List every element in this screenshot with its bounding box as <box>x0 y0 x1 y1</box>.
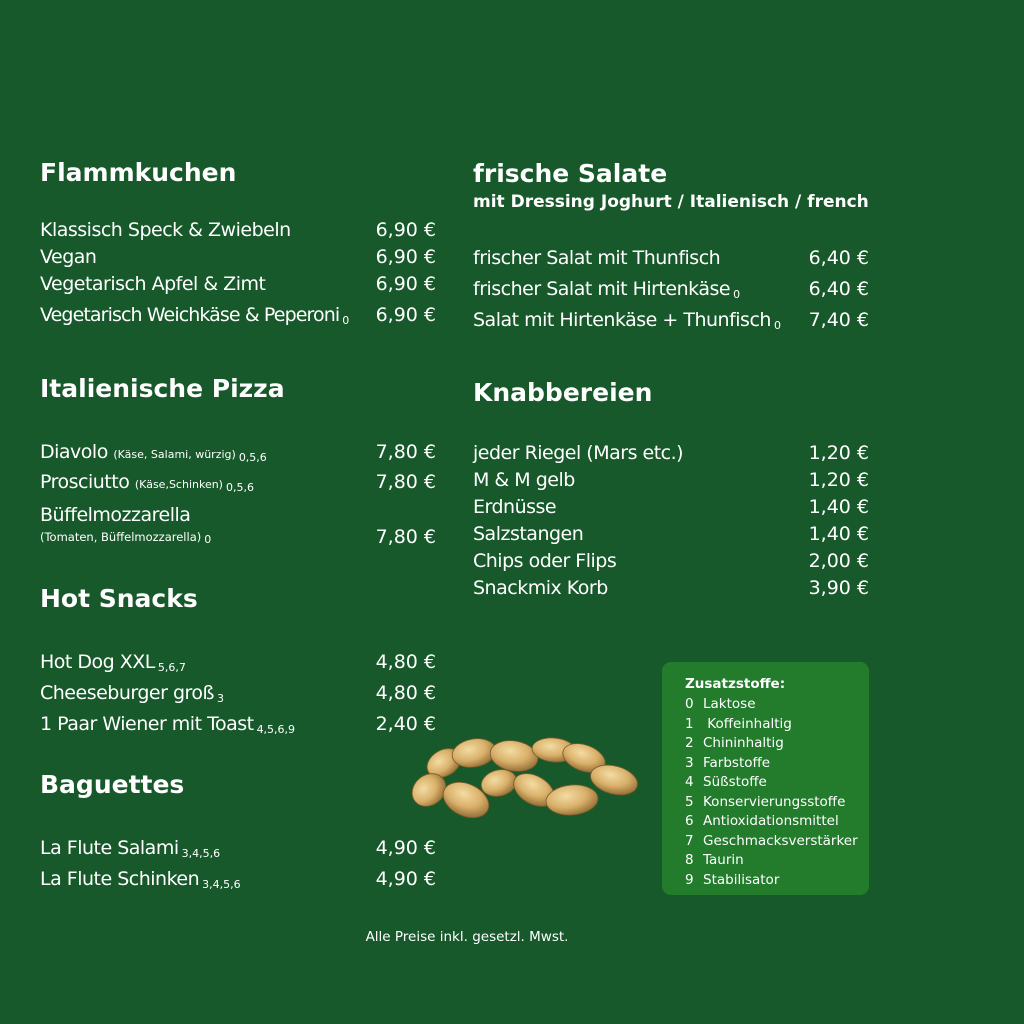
legend-label: Laktose <box>703 696 756 712</box>
item-note: (Käse, Salami, würzig) <box>113 448 236 461</box>
item-note: (Tomaten, Büffelmozzarella) <box>40 530 202 544</box>
item-name: frischer Salat mit Hirtenkäse <box>473 278 731 300</box>
section-baguettes <box>40 770 440 891</box>
item-name: Salzstangen <box>473 523 584 545</box>
item-name: La Flute Schinken <box>40 868 200 890</box>
legend-title: Zusatzstoffe: <box>685 676 786 692</box>
legend-item <box>685 734 784 752</box>
item-name: 1 Paar Wiener mit Toast <box>40 713 254 735</box>
item-name: Chips oder Flips <box>473 550 617 572</box>
section-title: frische Salate <box>473 159 668 188</box>
legend-label: Geschmacksverstärker <box>703 833 858 849</box>
item-name: Snackmix Korb <box>473 577 608 599</box>
item-name: Vegetarisch Weichkäse & Peperoni <box>40 304 340 326</box>
price-footnote: Alle Preise inkl. gesetzl. Mwst. <box>365 929 569 945</box>
legend-item <box>685 851 744 869</box>
legend-item <box>685 812 839 830</box>
item-name: Prosciutto <box>40 471 130 493</box>
item-name: Vegetarisch Apfel & Zimt <box>40 273 266 295</box>
item-name: Vegan <box>40 246 97 268</box>
legend-number: 7 <box>685 833 694 849</box>
additive-codes: 0,5,6 <box>225 481 254 494</box>
item-price: 1,40 € <box>808 523 869 545</box>
item-name: Hot Dog XXL <box>40 651 155 673</box>
item-price: 6,90 € <box>375 246 436 268</box>
item-price: 4,90 € <box>375 868 436 890</box>
legend-number: 9 <box>685 872 694 888</box>
item-price: 6,40 € <box>808 278 869 300</box>
item-name: Klassisch Speck & Zwiebeln <box>40 219 291 241</box>
item-price: 7,40 € <box>808 309 869 331</box>
item-name: Büffelmozzarella <box>40 504 191 526</box>
additive-codes: 0 <box>773 319 781 332</box>
item-name: Cheeseburger groß <box>40 682 215 704</box>
legend-label: Farbstoffe <box>703 755 771 771</box>
item-price: 6,90 € <box>375 304 436 326</box>
legend-item <box>685 715 792 733</box>
legend-label: Chininhaltig <box>703 735 784 751</box>
item-name: La Flute Salami <box>40 837 179 859</box>
additive-codes: 4,5,6,9 <box>256 723 296 736</box>
item-name: Diavolo <box>40 441 108 463</box>
legend-item <box>685 695 756 713</box>
legend-item <box>685 871 779 889</box>
legend-number: 8 <box>685 852 694 868</box>
legend-number: 4 <box>685 774 694 790</box>
legend-number: 2 <box>685 735 694 751</box>
legend-item <box>685 832 858 850</box>
legend-label: Konservierungsstoffe <box>703 794 846 810</box>
item-note: (Käse,Schinken) <box>134 478 223 491</box>
section-subtitle: mit Dressing Joghurt / Italienisch / french <box>473 192 869 212</box>
additive-codes: 0 <box>204 533 212 546</box>
item-price: 4,90 € <box>375 837 436 859</box>
additives-legend <box>662 662 869 895</box>
legend-number: 5 <box>685 794 694 810</box>
section-flammkuchen <box>40 158 440 327</box>
item-name: Salat mit Hirtenkäse + Thunfisch <box>473 309 771 331</box>
legend-number: 0 <box>685 696 694 712</box>
item-name: frischer Salat mit Thunfisch <box>473 247 721 269</box>
peanuts-image <box>404 728 644 828</box>
item-price: 6,40 € <box>808 247 869 269</box>
legend-number: 1 <box>685 716 694 732</box>
section-hot-snacks <box>40 584 440 736</box>
additive-codes: 0,5,6 <box>238 451 267 464</box>
section-frische-salate <box>473 159 873 332</box>
item-price: 6,90 € <box>375 219 436 241</box>
item-name: jeder Riegel (Mars etc.) <box>473 442 684 464</box>
additive-codes: 3,4,5,6 <box>181 847 221 860</box>
item-name: M & M gelb <box>473 469 575 491</box>
item-price: 4,80 € <box>375 682 436 704</box>
item-price: 1,20 € <box>808 442 869 464</box>
section-title: Baguettes <box>40 770 185 799</box>
item-price: 6,90 € <box>375 273 436 295</box>
section-title: Flammkuchen <box>40 158 237 187</box>
section-title: Italienische Pizza <box>40 374 285 403</box>
legend-number: 6 <box>685 813 694 829</box>
section-title: Hot Snacks <box>40 584 198 613</box>
legend-label: Stabilisator <box>703 872 780 888</box>
item-price: 7,80 € <box>375 441 436 463</box>
legend-number: 3 <box>685 755 694 771</box>
additive-codes: 3,4,5,6 <box>202 878 241 891</box>
item-price: 2,40 € <box>375 713 436 735</box>
additive-codes: 0 <box>342 314 350 327</box>
item-price: 2,00 € <box>808 550 869 572</box>
item-name: Erdnüsse <box>473 496 557 518</box>
item-price: 4,80 € <box>375 651 436 673</box>
item-price: 7,80 € <box>375 526 436 548</box>
item-price: 7,80 € <box>375 471 436 493</box>
section-title: Knabbereien <box>473 378 653 407</box>
item-price: 1,20 € <box>808 469 869 491</box>
additive-codes: 3 <box>217 692 225 705</box>
legend-label: Süßstoffe <box>703 774 767 790</box>
item-price: 3,90 € <box>808 577 869 599</box>
legend-item <box>685 793 845 811</box>
legend-label: Koffeinhaltig <box>703 716 792 732</box>
section-italienische-pizza <box>40 374 440 548</box>
section-knabbereien <box>473 378 873 599</box>
legend-item <box>685 773 767 791</box>
additive-codes: 0 <box>733 288 741 301</box>
legend-item <box>685 754 770 772</box>
item-price: 1,40 € <box>808 496 869 518</box>
legend-label: Taurin <box>703 852 744 868</box>
legend-label: Antioxidationsmittel <box>703 813 839 829</box>
additive-codes: 5,6,7 <box>157 661 186 674</box>
